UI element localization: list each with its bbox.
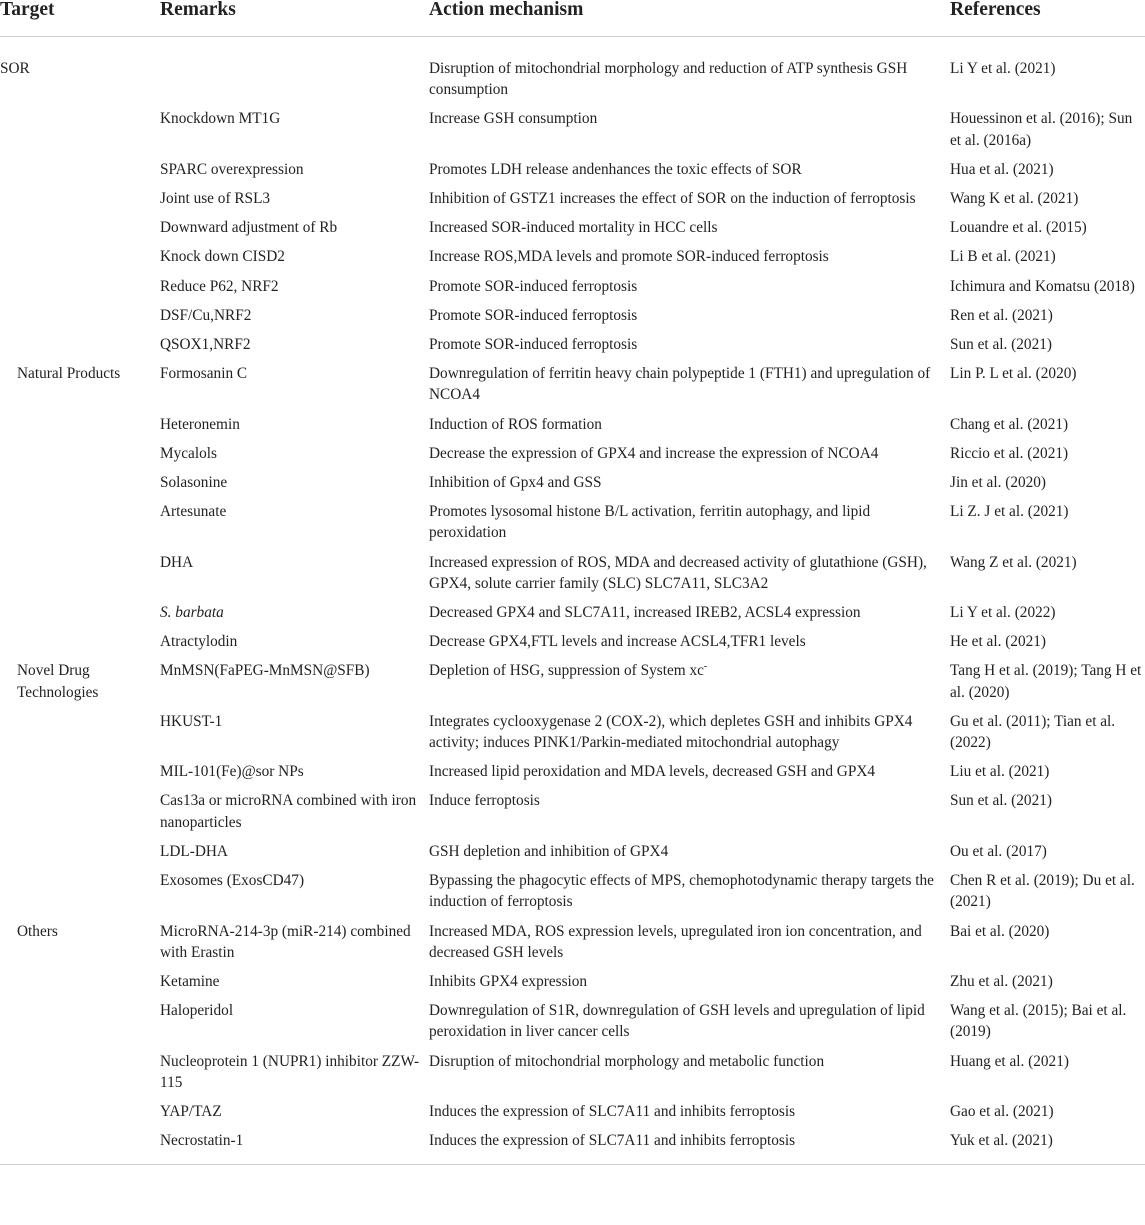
table-row bbox=[0, 468, 1145, 497]
cell-remarks: LDL-DHA bbox=[160, 842, 228, 860]
cell-reference: Li Z. J et al. (2021) bbox=[950, 503, 1069, 521]
cell-target bbox=[0, 104, 160, 112]
cell-action: Induces the expression of SLC7A11 and inhibits ferroptosis bbox=[429, 1102, 796, 1120]
cell-reference: Lin P. L et al. (2020) bbox=[950, 365, 1077, 383]
cell-reference: Jin et al. (2020) bbox=[950, 474, 1047, 492]
cell-action: Induces the expression of SLC7A11 and inhibits ferroptosis bbox=[429, 1132, 796, 1150]
table-row bbox=[0, 917, 1145, 967]
cell-reference: Yuk et al. (2021) bbox=[950, 1132, 1053, 1150]
cell-target bbox=[0, 627, 160, 635]
cell-target bbox=[0, 786, 160, 794]
table-row bbox=[0, 866, 1145, 916]
cell-remarks: SPARC overexpression bbox=[160, 160, 304, 178]
cell-target bbox=[0, 410, 160, 418]
header-row bbox=[0, 0, 1145, 37]
cell-action: GSH depletion and inhibition of GPX4 bbox=[429, 842, 669, 860]
cell-target bbox=[0, 548, 160, 556]
cell-reference: Gao et al. (2021) bbox=[950, 1102, 1054, 1120]
table-row bbox=[0, 996, 1145, 1046]
cell-action: Decrease GPX4,FTL levels and increase ACSL4,TFR1 levels bbox=[429, 633, 806, 651]
cell-action: Promotes LDH release andenhances the toxic effects of SOR bbox=[429, 160, 802, 178]
cell-action: Promote SOR-induced ferroptosis bbox=[429, 336, 638, 354]
table-row bbox=[0, 1097, 1145, 1126]
cell-reference: Chang et al. (2021) bbox=[950, 415, 1069, 433]
cell-reference: Ou et al. (2017) bbox=[950, 842, 1047, 860]
cell-reference: Gu et al. (2011); Tian et al. (2022) bbox=[950, 712, 1116, 752]
cell-remarks: S. barbata bbox=[160, 604, 224, 622]
cell-reference: Sun et al. (2021) bbox=[950, 336, 1052, 354]
cell-reference: Bai et al. (2020) bbox=[950, 922, 1050, 940]
cell-remarks: Exosomes (ExosCD47) bbox=[160, 872, 305, 890]
cell-target bbox=[0, 967, 160, 975]
table-row bbox=[0, 330, 1145, 359]
table-row bbox=[0, 359, 1145, 409]
table-row bbox=[0, 548, 1145, 598]
cell-reference: He et al. (2021) bbox=[950, 633, 1046, 651]
cell-target bbox=[0, 1097, 160, 1105]
cell-target: SOR bbox=[0, 60, 30, 77]
cell-reference: Zhu et al. (2021) bbox=[950, 972, 1053, 990]
table-row bbox=[0, 410, 1145, 439]
table-row bbox=[0, 786, 1145, 836]
cell-target bbox=[0, 1047, 160, 1055]
table-row bbox=[0, 656, 1145, 706]
cell-action: Promotes lysosomal histone B/L activation, ferritin autophagy, and lipid peroxidation bbox=[429, 503, 871, 542]
cell-remarks: Nucleoprotein 1 (NUPR1) inhibitor ZZW-115 bbox=[160, 1052, 420, 1091]
cell-action: Bypassing the phagocytic effects of MPS, chemophotodynamic therapy targets the induction of ferroptosis bbox=[429, 872, 934, 911]
cell-action: Downregulation of S1R, downregulation of GSH levels and upregulation of lipid peroxidation in liver cancer cells bbox=[429, 1002, 925, 1041]
cell-target bbox=[0, 242, 160, 250]
table-row bbox=[0, 155, 1145, 184]
cell-target bbox=[0, 155, 160, 163]
cell-reference: Wang K et al. (2021) bbox=[950, 190, 1079, 208]
table-row bbox=[0, 707, 1145, 757]
cell-remarks: QSOX1,NRF2 bbox=[160, 336, 251, 354]
cell-action: Induction of ROS formation bbox=[429, 415, 602, 433]
cell-remarks: Solasonine bbox=[160, 474, 228, 492]
cell-remarks: Downward adjustment of Rb bbox=[160, 219, 338, 237]
table-row bbox=[0, 242, 1145, 271]
table-row bbox=[0, 837, 1145, 866]
header-target: Target bbox=[0, 0, 160, 37]
cell-target bbox=[0, 301, 160, 309]
cell-reference: Riccio et al. (2021) bbox=[950, 444, 1069, 462]
table-row bbox=[0, 213, 1145, 242]
cell-remarks: HKUST-1 bbox=[160, 712, 223, 730]
cell-target bbox=[0, 707, 160, 715]
table-row bbox=[0, 37, 1145, 105]
cell-action: Increased expression of ROS, MDA and decreased activity of glutathione (GSH), GPX4, solute carrier family (SLC) SLC7A11, SLC3A2 bbox=[429, 553, 927, 592]
cell-reference: Liu et al. (2021) bbox=[950, 763, 1050, 781]
cell-remarks: Knock down CISD2 bbox=[160, 248, 285, 266]
cell-action: Increased MDA, ROS expression levels, upregulated iron ion concentration, and decreased GSH levels bbox=[429, 922, 922, 961]
cell-action: Promote SOR-induced ferroptosis bbox=[429, 306, 638, 324]
cell-action: Depletion of HSG, suppression of System xc bbox=[429, 662, 704, 680]
cell-target bbox=[0, 330, 160, 338]
cell-target bbox=[0, 468, 160, 476]
table-row bbox=[0, 1126, 1145, 1165]
cell-remarks: DHA bbox=[160, 553, 194, 571]
cell-target: Natural Products bbox=[17, 365, 121, 383]
cell-reference: Chen R et al. (2019); Du et al. (2021) bbox=[950, 872, 1135, 911]
cell-reference: Ren et al. (2021) bbox=[950, 306, 1053, 324]
cell-reference: Sun et al. (2021) bbox=[950, 792, 1052, 810]
cell-remarks: Heteronemin bbox=[160, 415, 240, 433]
cell-action: Inhibits GPX4 expression bbox=[429, 972, 588, 990]
table-row bbox=[0, 598, 1145, 627]
table-row bbox=[0, 967, 1145, 996]
cell-action: Increase GSH consumption bbox=[429, 110, 598, 128]
cell-target: Novel Drug Technologies bbox=[17, 662, 99, 701]
cell-remarks: Formosanin C bbox=[160, 365, 248, 383]
cell-remarks: Ketamine bbox=[160, 972, 220, 990]
cell-reference: Tang H et al. (2019); Tang H et al. (2020) bbox=[950, 662, 1142, 701]
cell-target bbox=[0, 439, 160, 447]
cell-reference: Houessinon et al. (2016); Sun et al. (2016a) bbox=[950, 110, 1133, 149]
cell-remarks: Artesunate bbox=[160, 503, 227, 521]
cell-remarks: Haloperidol bbox=[160, 1002, 234, 1020]
table-row bbox=[0, 497, 1145, 547]
cell-remarks: MicroRNA-214-3p (miR-214) combined with Erastin bbox=[160, 922, 411, 961]
cell-remarks: Mycalols bbox=[160, 444, 217, 462]
cell-action-wrap bbox=[429, 656, 950, 685]
cell-action: Disruption of mitochondrial morphology and reduction of ATP synthesis GSH consumption bbox=[429, 60, 908, 99]
cell-reference: Hua et al. (2021) bbox=[950, 160, 1054, 178]
cell-target bbox=[0, 184, 160, 192]
cell-remarks: DSF/Cu,NRF2 bbox=[160, 306, 252, 324]
cell-action: Disruption of mitochondrial morphology and metabolic function bbox=[429, 1052, 825, 1070]
cell-remarks: MIL-101(Fe)@sor NPs bbox=[160, 763, 304, 781]
cell-remarks: Knockdown MT1G bbox=[160, 110, 281, 128]
cell-target bbox=[0, 1126, 160, 1134]
cell-action: Inhibition of Gpx4 and GSS bbox=[429, 474, 602, 492]
cell-reference: Wang Z et al. (2021) bbox=[950, 553, 1077, 571]
cell-target: Others bbox=[17, 922, 58, 940]
table-row bbox=[0, 757, 1145, 786]
cell-remarks: Necrostatin-1 bbox=[160, 1132, 244, 1150]
cell-reference: Li Y et al. (2022) bbox=[950, 604, 1056, 622]
table-row bbox=[0, 272, 1145, 301]
cell-action: Increased SOR-induced mortality in HCC cells bbox=[429, 219, 718, 237]
header-remarks: Remarks bbox=[160, 0, 429, 37]
cell-reference: Ichimura and Komatsu (2018) bbox=[950, 277, 1135, 295]
cell-action: Promote SOR-induced ferroptosis bbox=[429, 277, 638, 295]
table-row bbox=[0, 184, 1145, 213]
table-row bbox=[0, 627, 1145, 656]
cell-action: Increase ROS,MDA levels and promote SOR-induced ferroptosis bbox=[429, 248, 829, 266]
cell-target bbox=[0, 213, 160, 221]
header-action: Action mechanism bbox=[429, 0, 950, 37]
cell-remarks: Cas13a or microRNA combined with iron nanoparticles bbox=[160, 792, 417, 831]
cell-action: Decreased GPX4 and SLC7A11, increased IREB2, ACSL4 expression bbox=[429, 604, 861, 622]
cell-remarks bbox=[160, 54, 429, 62]
cell-action: Induce ferroptosis bbox=[429, 792, 540, 810]
cell-reference: Wang et al. (2015); Bai et al. (2019) bbox=[950, 1002, 1127, 1041]
table-row bbox=[0, 104, 1145, 154]
cell-remarks: Atractylodin bbox=[160, 633, 238, 651]
cell-remarks: Joint use of RSL3 bbox=[160, 190, 271, 208]
cell-action: Increased lipid peroxidation and MDA levels, decreased GSH and GPX4 bbox=[429, 763, 876, 781]
table-row bbox=[0, 439, 1145, 468]
cell-action: Decrease the expression of GPX4 and increase the expression of NCOA4 bbox=[429, 444, 879, 462]
cell-reference: Li B et al. (2021) bbox=[950, 248, 1056, 266]
header-references: References bbox=[950, 0, 1145, 37]
table-row bbox=[0, 301, 1145, 330]
cell-reference: Louandre et al. (2015) bbox=[950, 219, 1087, 237]
cell-target bbox=[0, 996, 160, 1004]
table-row bbox=[0, 1047, 1145, 1097]
cell-target bbox=[0, 598, 160, 606]
cell-remarks: Reduce P62, NRF2 bbox=[160, 277, 279, 295]
cell-reference: Huang et al. (2021) bbox=[950, 1052, 1069, 1070]
cell-remarks: MnMSN(FaPEG-MnMSN@SFB) bbox=[160, 662, 370, 680]
cell-reference: Li Y et al. (2021) bbox=[950, 60, 1056, 77]
cell-target bbox=[0, 757, 160, 765]
cell-remarks: YAP/TAZ bbox=[160, 1102, 222, 1120]
superscript-mark: - bbox=[703, 661, 708, 673]
cell-action: Downregulation of ferritin heavy chain polypeptide 1 (FTH1) and upregulation of NCOA4 bbox=[429, 365, 931, 404]
cell-target bbox=[0, 866, 160, 874]
cell-action: Integrates cyclooxygenase 2 (COX-2), which depletes GSH and inhibits GPX4 activity; induces PINK1/Parkin-mediated mitochondrial autophagy bbox=[429, 712, 913, 752]
cell-target bbox=[0, 272, 160, 280]
cell-target bbox=[0, 837, 160, 845]
cell-target bbox=[0, 497, 160, 505]
cell-action: Inhibition of GSTZ1 increases the effect of SOR on the induction of ferroptosis bbox=[429, 190, 916, 208]
